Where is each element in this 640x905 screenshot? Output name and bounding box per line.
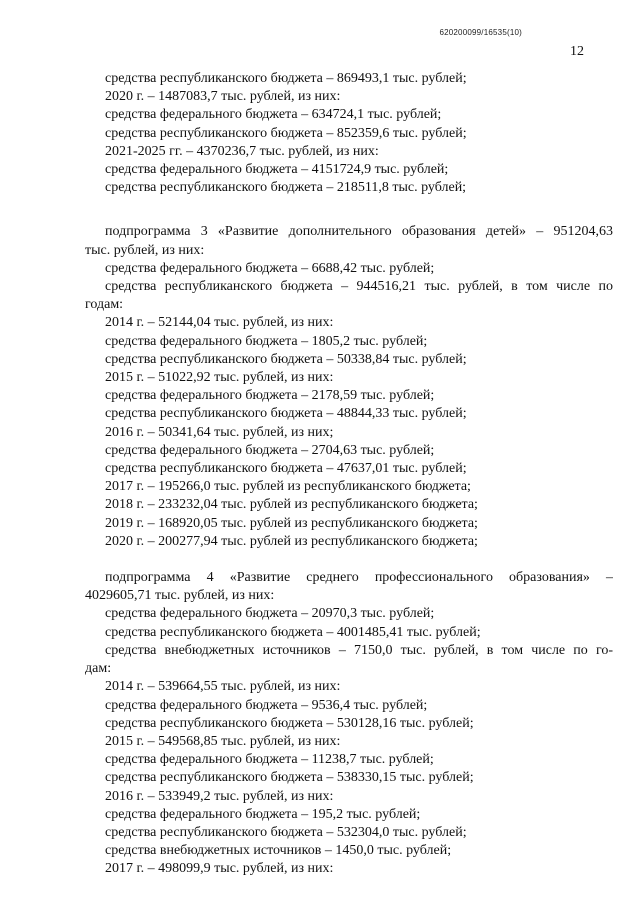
text-line: средства республиканского бюджета – 538330,15 тыс. рублей; — [105, 770, 474, 786]
text-line: средства федерального бюджета – 20970,3 тыс. рублей; — [105, 606, 435, 622]
text-line: средства внебюджетных источников – 1450,0 тыс. рублей; — [105, 843, 452, 859]
text-line: средства федерального бюджета – 4151724,9 тыс. рублей; — [105, 162, 449, 178]
document-registration-code: 620200099/16535(10) — [439, 28, 522, 37]
text-line: средства республиканского бюджета – 47637,01 тыс. рублей; — [105, 461, 467, 477]
text-line: средства федерального бюджета – 634724,1 тыс. рублей; — [105, 107, 442, 123]
text-line: средства республиканского бюджета – 48844,33 тыс. рублей; — [105, 406, 467, 422]
block-1 — [85, 70, 613, 197]
text-line: средства республиканского бюджета – 869493,1 тыс. рублей; — [105, 71, 467, 86]
text-line: 2018 г. – 233232,04 тыс. рублей из республиканского бюджета; — [105, 497, 478, 513]
text-line: 2014 г. – 539664,55 тыс. рублей, из них: — [105, 679, 341, 695]
text-line: средства республиканского бюджета – 944516,21 тыс. рублей, в том числе по — [105, 279, 613, 295]
text-line: 2020 г. – 1487083,7 тыс. рублей, из них: — [105, 89, 341, 105]
text-line: средства федерального бюджета – 9536,4 тыс. рублей; — [105, 697, 428, 713]
subprogram-3-heading-cont: тыс. рублей, из них: — [85, 242, 205, 258]
text-line: 2019 г. – 168920,05 тыс. рублей из республиканского бюджета; — [105, 515, 478, 531]
text-line: средства республиканского бюджета – 852359,6 тыс. рублей; — [105, 125, 467, 141]
text-line: годам: — [85, 297, 124, 313]
text-line: 2014 г. – 52144,04 тыс. рублей, из них: — [105, 315, 334, 331]
paragraph-gap — [85, 197, 613, 223]
text-line: средства республиканского бюджета – 532304,0 тыс. рублей; — [105, 824, 467, 840]
text-line: 2015 г. – 51022,92 тыс. рублей, из них: — [105, 370, 334, 386]
text-line: 2016 г. – 50341,64 тыс. рублей, из них; — [105, 424, 334, 440]
text-line: средства федерального бюджета – 6688,42 тыс. рублей; — [105, 260, 435, 276]
subprogram-3-heading: подпрограмма 3 «Развитие дополнительного образования детей» – 951204,63 — [105, 224, 613, 240]
text-line: средства федерального бюджета – 1805,2 тыс. рублей; — [105, 333, 428, 349]
text-line: 2021-2025 гг. – 4370236,7 тыс. рублей, из них: — [105, 143, 379, 159]
text-line: средства внебюджетных источников – 7150,0 тыс. рублей, в том числе по го- — [105, 642, 613, 658]
text-line: 2015 г. – 549568,85 тыс. рублей, из них: — [105, 733, 341, 749]
text-line: средства республиканского бюджета – 4001485,41 тыс. рублей; — [105, 624, 481, 640]
subprogram-3 — [85, 223, 613, 551]
text-line: средства федерального бюджета – 2178,59 тыс. рублей; — [105, 388, 435, 404]
text-line: средства федерального бюджета – 195,2 тыс. рублей; — [105, 806, 421, 822]
document-body — [85, 70, 613, 879]
text-line: средства федерального бюджета – 2704,63 тыс. рублей; — [105, 442, 435, 458]
text-line: средства республиканского бюджета – 50338,84 тыс. рублей; — [105, 351, 467, 367]
text-line: 2017 г. – 498099,9 тыс. рублей, из них: — [105, 861, 334, 877]
text-line: 2017 г. – 195266,0 тыс. рублей из республиканского бюджета; — [105, 479, 471, 495]
text-line: 2016 г. – 533949,2 тыс. рублей, из них: — [105, 788, 334, 804]
subprogram-4-heading-cont: 4029605,71 тыс. рублей, из них: — [85, 588, 275, 604]
text-line: средства республиканского бюджета – 218511,8 тыс. рублей; — [105, 180, 467, 196]
subprogram-4-heading: подпрограмма 4 «Развитие среднего профессионального образования» – — [105, 570, 613, 586]
page-number: 12 — [570, 44, 584, 59]
subprogram-4 — [85, 569, 613, 878]
text-line: средства республиканского бюджета – 530128,16 тыс. рублей; — [105, 715, 474, 731]
paragraph-gap — [85, 551, 613, 569]
text-line: дам: — [85, 661, 112, 677]
text-line: средства федерального бюджета – 11238,7 тыс. рублей; — [105, 752, 434, 768]
text-line: 2020 г. – 200277,94 тыс. рублей из республиканского бюджета; — [105, 533, 478, 549]
